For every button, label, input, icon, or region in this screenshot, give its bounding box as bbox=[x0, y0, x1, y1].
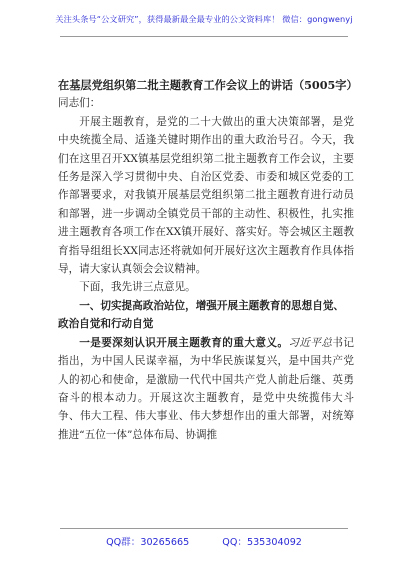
paragraph-1: 开展主题教育，是党的二十大做出的重大决策部署，是党中央统揽全局、适逢关键时期作出的重大政治号召。今天，我们在这里召开XX镇基层党组织第二批主题教育工作会议，主要任务是深入学习贯彻中央、自治区党委、市委和城区党委的工作部署要求，对我镇开展基层党组织第二批主题教育进行动员和部署，进一步调动全镇党员干部的主动性、积极性，扎实推进主题教育各项工作在XX镇开展好、落实好。等会城区主题教育指导组组长XX同志还将就如何开展好这次主题教育作具体指导，请大家认真领会会议精神。 bbox=[58, 115, 354, 276]
paragraph-italic: 习近平总 bbox=[288, 336, 333, 349]
footer-qq: QQ：535304092 bbox=[222, 537, 302, 548]
paragraph-3 bbox=[58, 334, 354, 444]
paragraph-lead: 一是要深刻认识开展主题教育的重大意义。 bbox=[79, 336, 289, 349]
footer-divider bbox=[60, 528, 348, 529]
footer-qq-group: QQ群：30265665 bbox=[106, 537, 190, 548]
header-promo-text: 关注头条号“公文研究”，获得最新最全最专业的公文资料库！ 微信：gongwenyj bbox=[55, 14, 353, 24]
section-heading-1: 一、切实提高政治站位，增强开展主题教育的思想自觉、政治自觉和行动自觉 bbox=[58, 299, 345, 331]
document-body bbox=[58, 76, 358, 444]
page-footer bbox=[0, 530, 408, 549]
page-header bbox=[0, 0, 408, 38]
paragraph-2: 下面，我先讲三点意见。 bbox=[79, 281, 196, 294]
header-divider bbox=[60, 36, 348, 37]
document-title: 在基层党组织第二批主题教育工作会议上的讲话（5005字） bbox=[58, 78, 358, 92]
greeting: 同志们： bbox=[58, 97, 101, 110]
paragraph-rest: 书记指出，为中国人民谋幸福，为中华民族谋复兴，是中国共产党人的初心和使命，是激励一代代中国共产党人前赴后继、英勇奋斗的根本动力。开展这次主题教育，是党中央统揽伟大斗争、伟大工程、伟大事业、伟大梦想作出的重大部署，对统筹推进“五位一体”总体布局、协调推 bbox=[58, 336, 355, 441]
